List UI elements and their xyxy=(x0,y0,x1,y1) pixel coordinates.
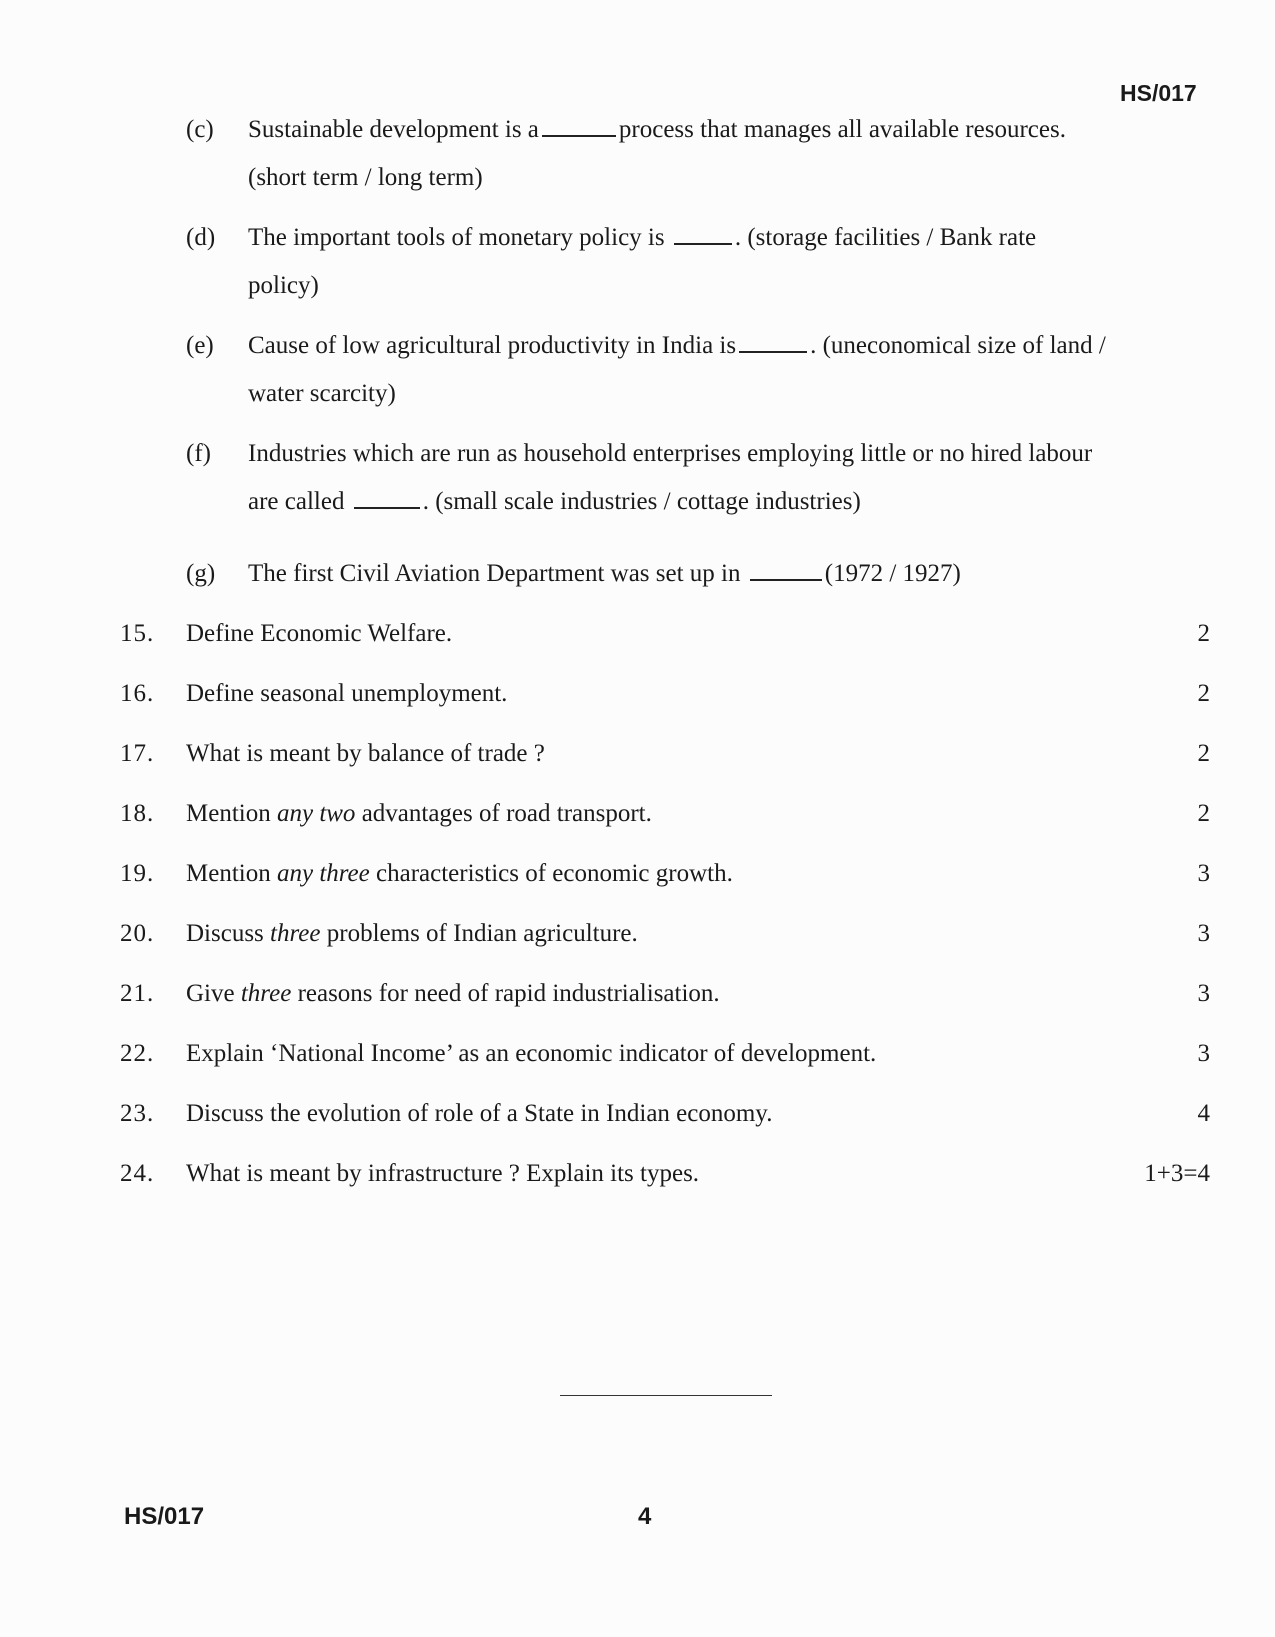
question-number: 17. xyxy=(120,740,155,767)
marks: 2 xyxy=(1197,740,1210,767)
question-text: Explain ‘National Income’ as an economic indicator of development. xyxy=(186,1040,877,1067)
question-number: 22. xyxy=(120,1040,155,1067)
question-text: Mention any three characteristics of economic growth. xyxy=(186,860,733,887)
header-paper-code: HS/017 xyxy=(1120,80,1197,106)
question-23 xyxy=(120,1097,1210,1131)
marks: 4 xyxy=(1197,1100,1210,1127)
fill-in-blank xyxy=(354,506,420,509)
question-number: 18. xyxy=(120,800,155,827)
question-number: 21. xyxy=(120,980,155,1007)
marks: 1+3=4 xyxy=(1144,1160,1210,1187)
subquestion-label: (c) xyxy=(186,116,214,143)
page-number: 4 xyxy=(638,1503,652,1530)
subquestion-label: (f) xyxy=(186,440,211,467)
question-20 xyxy=(120,917,1210,951)
fill-in-blank xyxy=(542,134,616,137)
subquestion-c: (c) Sustainable development is a process that manages all available resources. (short term / long term) xyxy=(186,106,1206,202)
question-number: 19. xyxy=(120,860,155,887)
subquestion-e: (e) Cause of low agricultural productivity in India is . (uneconomical size of land / water scarcity) xyxy=(186,322,1206,418)
question-text: Discuss the evolution of role of a State in Indian economy. xyxy=(186,1100,773,1127)
question-text: Discuss three problems of Indian agriculture. xyxy=(186,920,638,947)
fill-in-blank xyxy=(739,350,807,353)
question-text: What is meant by balance of trade ? xyxy=(186,740,545,767)
question-16 xyxy=(120,677,1210,711)
marks: 3 xyxy=(1197,980,1210,1007)
subquestion-g: (g) The first Civil Aviation Department was set up in (1972 / 1927) xyxy=(186,550,1206,598)
question-text: Mention any two advantages of road transport. xyxy=(186,800,652,827)
marks: 2 xyxy=(1197,800,1210,827)
marks: 3 xyxy=(1197,920,1210,947)
question-19 xyxy=(120,857,1210,891)
subquestion-label: (d) xyxy=(186,224,216,251)
marks: 2 xyxy=(1197,620,1210,647)
subquestion-label: (g) xyxy=(186,560,216,587)
question-number: 15. xyxy=(120,620,155,647)
question-21 xyxy=(120,977,1210,1011)
question-number: 20. xyxy=(120,920,155,947)
question-text: Give three reasons for need of rapid industrialisation. xyxy=(186,980,720,1007)
question-number: 24. xyxy=(120,1160,155,1187)
question-number: 16. xyxy=(120,680,155,707)
subquestion-d: (d) The important tools of monetary policy is . (storage facilities / Bank rate policy) xyxy=(186,214,1206,310)
marks: 2 xyxy=(1197,680,1210,707)
question-number: 23. xyxy=(120,1100,155,1127)
question-text: Define Economic Welfare. xyxy=(186,620,453,647)
subquestion-label: (e) xyxy=(186,332,214,359)
subquestion-f: (f) Industries which are run as household enterprises employing little or no hired labour are called . (small scale industries / cottage industries) xyxy=(186,430,1206,526)
marks: 3 xyxy=(1197,860,1210,887)
footer-paper-code: HS/017 xyxy=(124,1503,205,1530)
question-18 xyxy=(120,797,1210,831)
fill-in-blank xyxy=(750,578,822,581)
end-of-paper-rule xyxy=(560,1395,772,1396)
question-text: What is meant by infrastructure ? Explain its types. xyxy=(186,1160,700,1187)
question-24 xyxy=(120,1157,1210,1191)
question-15 xyxy=(120,617,1210,651)
marks: 3 xyxy=(1197,1040,1210,1067)
question-17 xyxy=(120,737,1210,771)
fill-in-blank xyxy=(674,242,732,245)
question-text: Define seasonal unemployment. xyxy=(186,680,508,707)
question-22 xyxy=(120,1037,1210,1071)
